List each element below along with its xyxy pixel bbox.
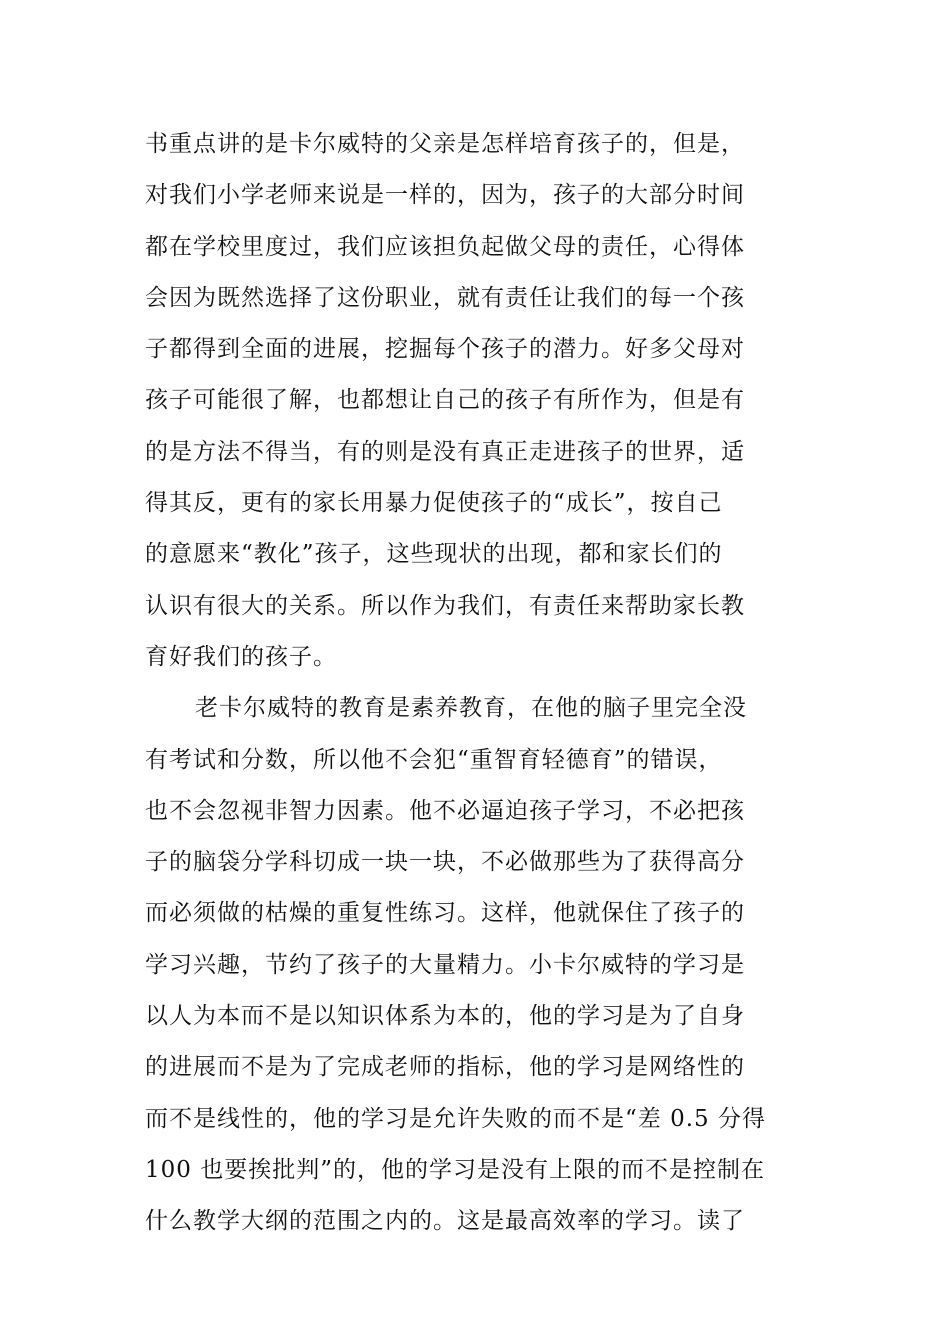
text-line: 孩子可能很了解，也都想让自己的孩子有所作为，但是有 xyxy=(145,387,745,414)
document-page xyxy=(145,119,810,1248)
text-line: 也不会忽视非智力因素。他不必逼迫孩子学习，不必把孩 xyxy=(145,797,745,824)
text-line: 子都得到全面的进展，挖掘每个孩子的潜力。好多父母对 xyxy=(145,336,745,363)
text-line-indented: 老卡尔威特的教育是素养教育，在他的脑子里完全没 xyxy=(195,695,747,722)
text-line: 有考试和分数，所以他不会犯“重智育轻德育”的错误， xyxy=(145,746,723,773)
text-line: 都在学校里度过，我们应该担负起做父母的责任，心得体 xyxy=(145,233,745,260)
text-line: 学习兴趣，节约了孩子的大量精力。小卡尔威特的学习是 xyxy=(145,951,745,978)
text-line: 育好我们的孩子。 xyxy=(145,643,337,670)
text-line: 什么教学大纲的范围之内的。这是最高效率的学习。读了 xyxy=(145,1208,745,1235)
paragraph-1 xyxy=(145,119,810,683)
text-line: 以人为本而不是以知识体系为本的，他的学习是为了自身 xyxy=(145,1003,745,1030)
text-line: 书重点讲的是卡尔威特的父亲是怎样培育孩子的，但是， xyxy=(145,131,745,157)
text-line: 认识有很大的关系。所以作为我们，有责任来帮助家长教 xyxy=(145,592,745,619)
text-line: 得其反，更有的家长用暴力促使孩子的“成长”，按自己 xyxy=(145,490,723,517)
paragraph-2 xyxy=(145,683,810,1247)
text-line: 而必须做的枯燥的重复性练习。这样，他就保住了孩子的 xyxy=(145,900,745,927)
text-line: 会因为既然选择了这份职业，就有责任让我们的每一个孩 xyxy=(145,284,745,311)
text-line: 子的脑袋分学科切成一块一块，不必做那些为了获得高分 xyxy=(145,849,745,876)
text-line: 的是方法不得当，有的则是没有真正走进孩子的世界，适 xyxy=(145,438,745,465)
text-line: 的意愿来“教化”孩子，这些现状的出现，都和家长们的 xyxy=(145,541,723,568)
text-line: 而不是线性的，他的学习是允许失败的而不是“差 0.5 分得 xyxy=(145,1105,766,1132)
text-line: 的进展而不是为了完成老师的指标，他的学习是网络性的 xyxy=(145,1054,745,1081)
text-line: 对我们小学老师来说是一样的，因为，孩子的大部分时间 xyxy=(145,182,745,209)
text-line: 100 也要挨批判”的，他的学习是没有上限的而不是控制在 xyxy=(145,1156,765,1183)
